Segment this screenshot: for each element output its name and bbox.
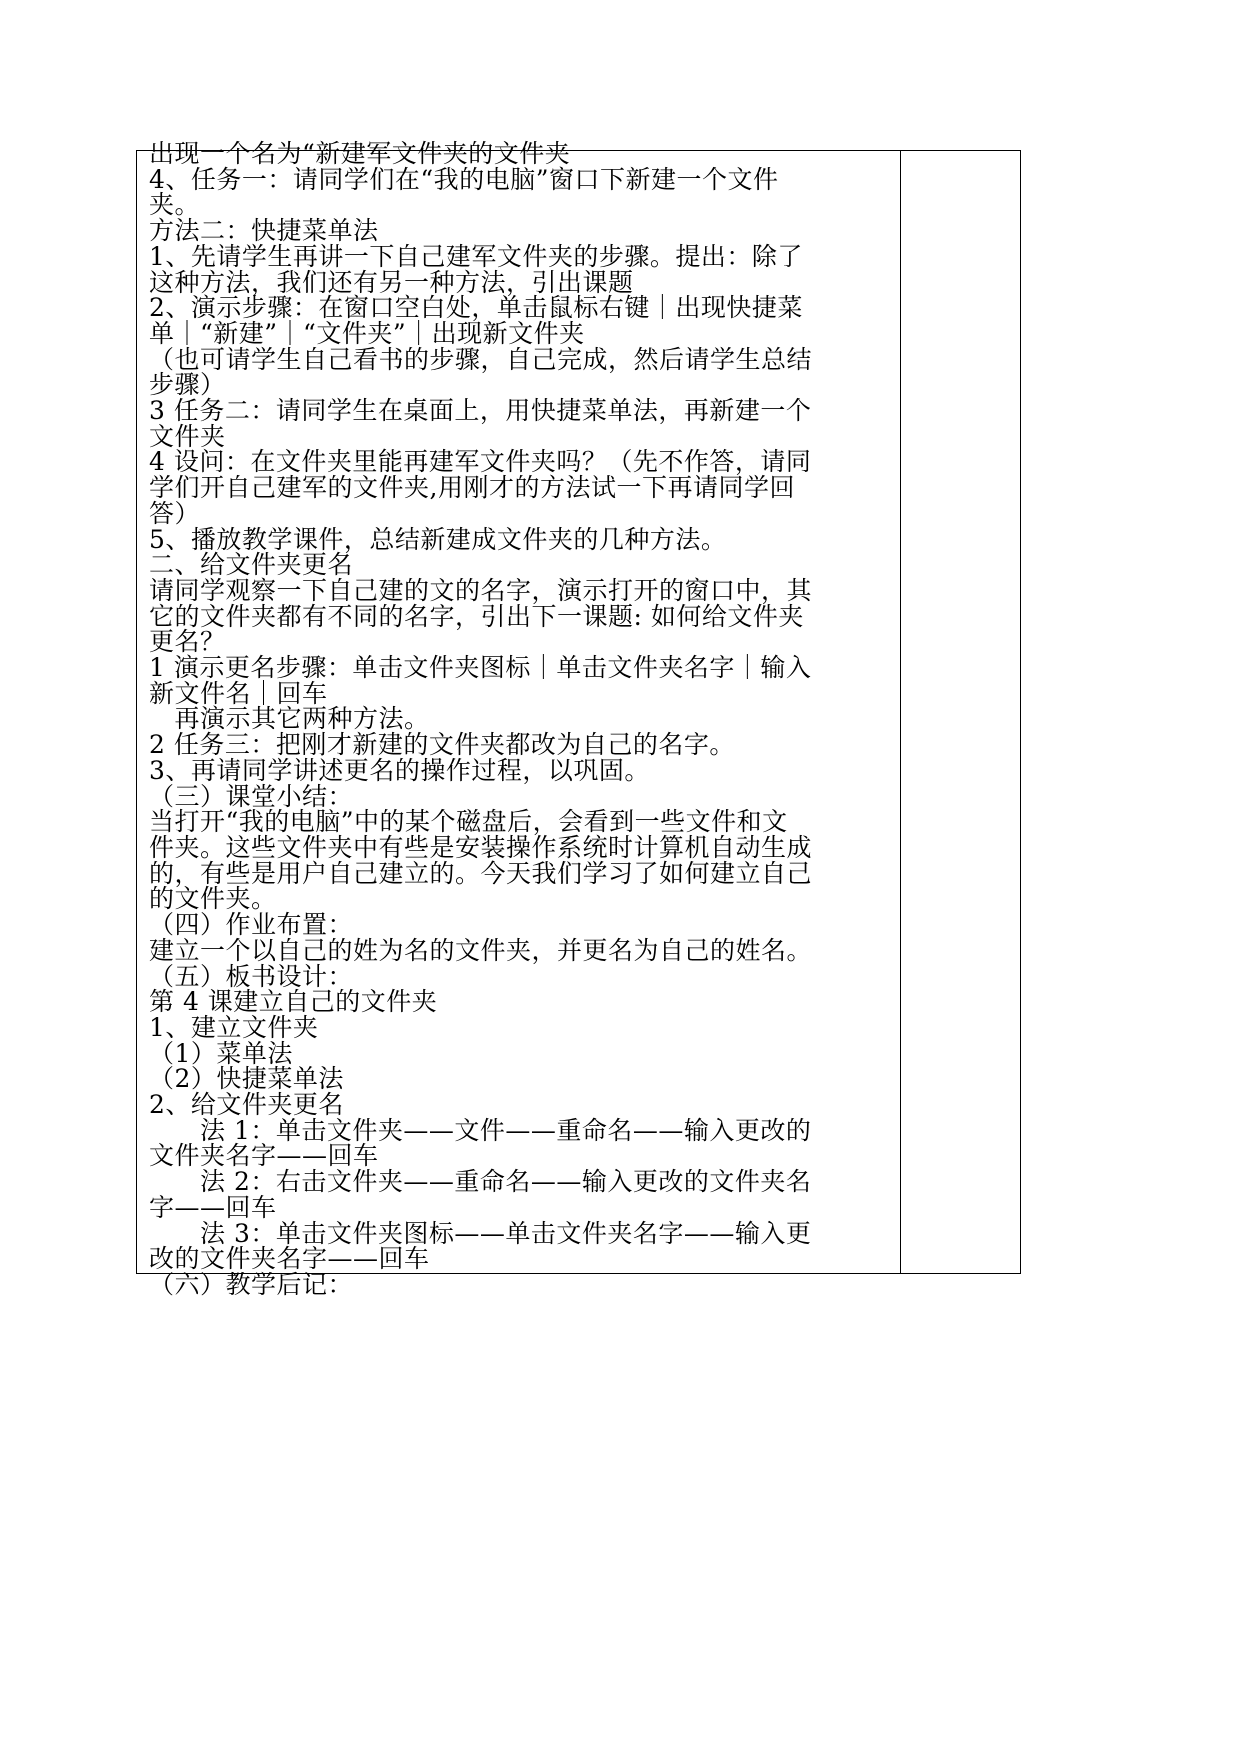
text-line: 3 任务二：请同学生在桌面上，用快捷菜单法，再新建一个	[149, 396, 812, 426]
text-line: 法 3：单击文件夹图标——单击文件夹名字——输入更	[149, 1218, 812, 1248]
text-line: 当打开“我的电脑”中的某个磁盘后，会看到一些文件和文	[149, 807, 788, 837]
text-line: 二、给文件夹更名	[149, 550, 354, 580]
text-line: 改的文件夹名字——回车	[149, 1244, 430, 1274]
text-line: 建立一个以自己的姓为名的文件夹，并更名为自己的姓名。	[149, 935, 813, 965]
text-line: 方法二：快捷菜单法	[149, 216, 379, 246]
text-line: （三）课堂小结：	[149, 781, 354, 811]
text-line: 夹。	[149, 190, 201, 220]
text-line: 1、建立文件夹	[149, 1012, 319, 1042]
lesson-table	[136, 139, 1021, 1299]
text-line: 请同学观察一下自己建的文的名字，演示打开的窗口中，其	[149, 575, 813, 605]
text-line: 2、给文件夹更名	[149, 1090, 344, 1120]
text-line: 新文件名｜回车	[149, 678, 328, 708]
text-line: 3、再请同学讲述更名的操作过程，以巩固。	[149, 755, 650, 785]
text-line: 字——回车	[149, 1192, 277, 1222]
remarks-cell	[901, 151, 1020, 1273]
text-line: 2、演示步骤：在窗口空白处，单击鼠标右键｜出现快捷菜	[149, 293, 803, 323]
text-line: 文件夹名字——回车	[149, 1141, 379, 1171]
text-line: （1）菜单法	[149, 1038, 293, 1068]
text-line: 单｜“新建”｜“文件夹”｜出现新文件夹	[149, 318, 585, 348]
text-line: 2 任务三：把刚才新建的文件夹都改为自己的名字。	[149, 730, 735, 760]
text-line: （四）作业布置：	[149, 910, 354, 940]
text-line: 1、先请学生再讲一下自己建军文件夹的步骤。提出：除了	[149, 241, 803, 271]
text-line: （2）快捷菜单法	[149, 1064, 344, 1094]
text-line: 1 演示更名步骤：单击文件夹图标｜单击文件夹名字｜输入	[149, 653, 812, 683]
text-line: 法 1：单击文件夹——文件——重命名——输入更改的	[149, 1115, 812, 1145]
text-line: 第 4 课建立自己的文件夹	[149, 987, 438, 1017]
text-line: 更名？	[149, 627, 226, 657]
text-line: 的，有些是用户自己建立的。今天我们学习了如何建立自己	[149, 858, 813, 888]
lesson-content-cell	[137, 139, 901, 1299]
text-line: （六）教学后记：	[149, 1269, 354, 1299]
text-line: 的文件夹。	[149, 884, 277, 914]
text-line: 件夹。这些文件夹中有些是安装操作系统时计算机自动生成	[149, 832, 813, 862]
text-line: 4、任务一：请同学们在“我的电脑”窗口下新建一个文件	[149, 164, 779, 194]
text-line: （五）板书设计：	[149, 961, 354, 991]
text-line: 出现一个名为“新建军文件夹的文件夹	[149, 139, 571, 168]
text-line: 这种方法，我们还有另一种方法，引出课题	[149, 267, 634, 297]
text-line: 答）	[149, 498, 201, 528]
text-line: 5、播放教学课件，总结新建成文件夹的几种方法。	[149, 524, 727, 554]
text-line: （也可请学生自己看书的步骤，自己完成，然后请学生总结	[149, 344, 813, 374]
text-line: 学们开自己建军的文件夹,用刚才的方法试一下再请同学回	[149, 473, 795, 503]
text-line: 再演示其它两种方法。	[149, 704, 430, 734]
text-line: 4 设问：在文件夹里能再建军文件夹吗？（先不作答，请同	[149, 447, 812, 477]
text-line: 步骤）	[149, 370, 226, 400]
text-line: 它的文件夹都有不同的名字，引出下一课题: 如何给文件夹	[149, 601, 804, 631]
text-line: 法 2：右击文件夹——重命名——输入更改的文件夹名	[149, 1167, 812, 1197]
text-line: 文件夹	[149, 421, 226, 451]
